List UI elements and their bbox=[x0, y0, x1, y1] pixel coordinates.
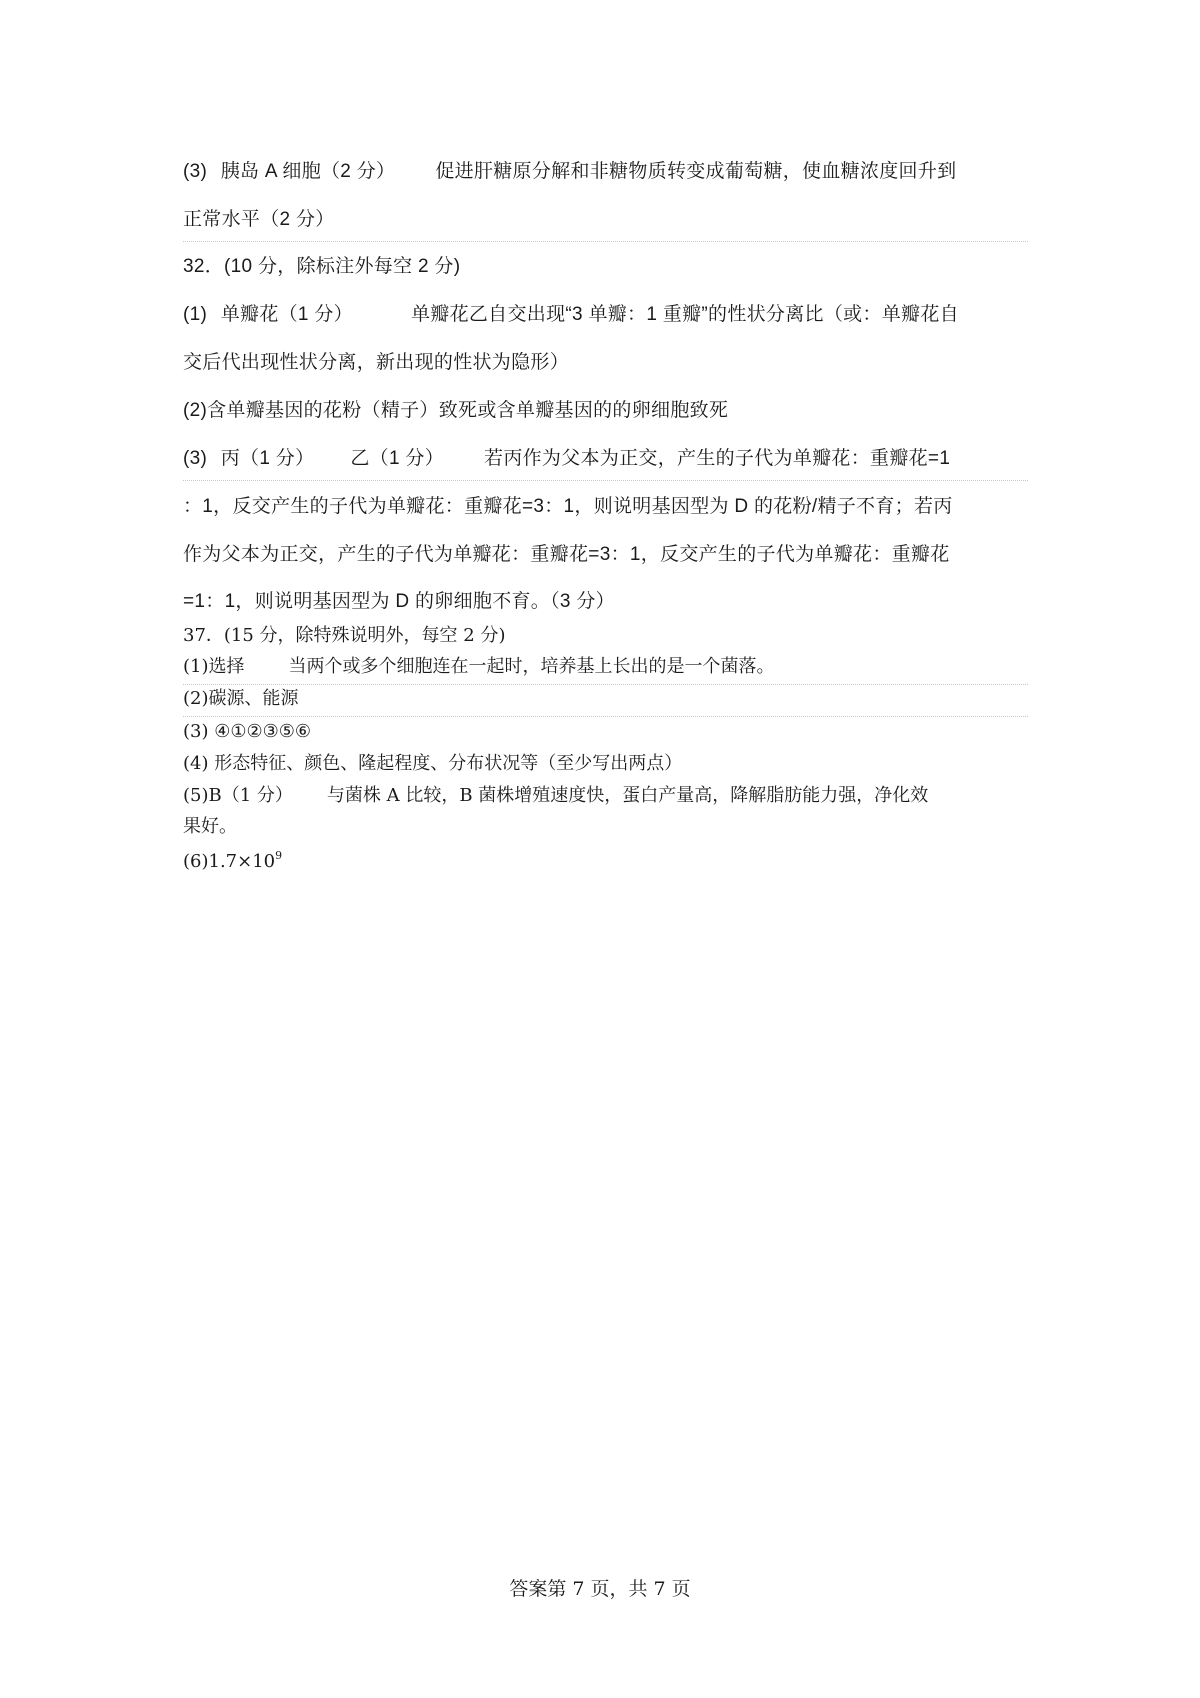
divider bbox=[183, 480, 1028, 481]
q32-part2: (2)含单瓣基因的花粉（精子）致死或含单瓣基因的的卵细胞致死 bbox=[183, 400, 729, 421]
q31-part3-answer: 胰岛 A 细胞（2 分） bbox=[220, 161, 396, 182]
q37-part1-label: (1)选择 bbox=[183, 656, 245, 677]
q32-part3-answer-2: 乙（1 分） bbox=[350, 448, 445, 469]
q32-part1-line bbox=[183, 305, 959, 324]
q37-part2: (2)碳源、能源 bbox=[183, 688, 299, 709]
q37-part3: (3) ④①②③⑤⑥ bbox=[183, 721, 312, 742]
q32-part3-continuation-2: 作为父本为正交，产生的子代为单瓣花：重瓣花=3：1，反交产生的子代为单瓣花：重瓣花 bbox=[183, 544, 950, 565]
q37-part5-label: (5)B（1 分） bbox=[183, 785, 293, 806]
q37-part1-line bbox=[183, 658, 775, 676]
q32-part1-continuation: 交后代出现性状分离，新出现的性状为隐形） bbox=[183, 352, 570, 373]
divider bbox=[183, 716, 1028, 717]
page-footer: 答案第 7 页，共 7 页 bbox=[509, 1578, 691, 1600]
q37-header: 37．(15 分，除特殊说明外，每空 2 分) bbox=[183, 625, 506, 646]
q32-part3-continuation-1: ：1，反交产生的子代为单瓣花：重瓣花=3：1，则说明基因型为 D 的花粉/精子不育；若丙 bbox=[183, 496, 953, 517]
q32-part1-answer: 单瓣花（1 分） bbox=[220, 304, 353, 325]
q31-part3-label: (3) bbox=[183, 161, 208, 182]
q31-part3-continuation: 正常水平（2 分） bbox=[183, 209, 335, 230]
q37-part6-exponent: 9 bbox=[275, 849, 283, 862]
q31-part3-line bbox=[183, 162, 956, 181]
q31-part3-function: 促进肝糖原分解和非糖物质转变成葡萄糖，使血糖浓度回升到 bbox=[435, 161, 957, 182]
q32-part3-answer-1: 丙（1 分） bbox=[220, 448, 315, 469]
q32-part3-label: (3) bbox=[183, 448, 208, 469]
q32-header: 32．(10 分，除标注外每空 2 分) bbox=[183, 256, 461, 277]
q37-part4: (4) 形态特征、颜色、隆起程度、分布状况等（至少写出两点） bbox=[183, 753, 683, 774]
q32-part3-text: 若丙作为父本为正交，产生的子代为单瓣花：重瓣花=1 bbox=[484, 448, 951, 469]
q37-part5-line bbox=[183, 787, 928, 805]
q37-part1-text: 当两个或多个细胞连在一起时，培养基上长出的是一个菌落。 bbox=[288, 656, 775, 677]
q32-part3-line bbox=[183, 449, 950, 468]
q32-part3-continuation-3: =1：1，则说明基因型为 D 的卵细胞不育。（3 分） bbox=[183, 591, 615, 612]
divider bbox=[183, 241, 1028, 242]
q37-part6 bbox=[183, 849, 283, 872]
q37-part5-text: 与菌株 A 比较，B 菌株增殖速度快，蛋白产量高，降解脂肪能力强，净化效 bbox=[326, 785, 929, 806]
q32-part1-reason: 单瓣花乙自交出现“3 单瓣：1 重瓣”的性状分离比（或：单瓣花自 bbox=[410, 304, 959, 325]
q37-part6-value: (6)1.7×10 bbox=[183, 851, 276, 872]
divider bbox=[183, 684, 1028, 685]
q37-part5-continuation: 果好。 bbox=[183, 816, 237, 837]
q32-part1-label: (1) bbox=[183, 304, 208, 325]
